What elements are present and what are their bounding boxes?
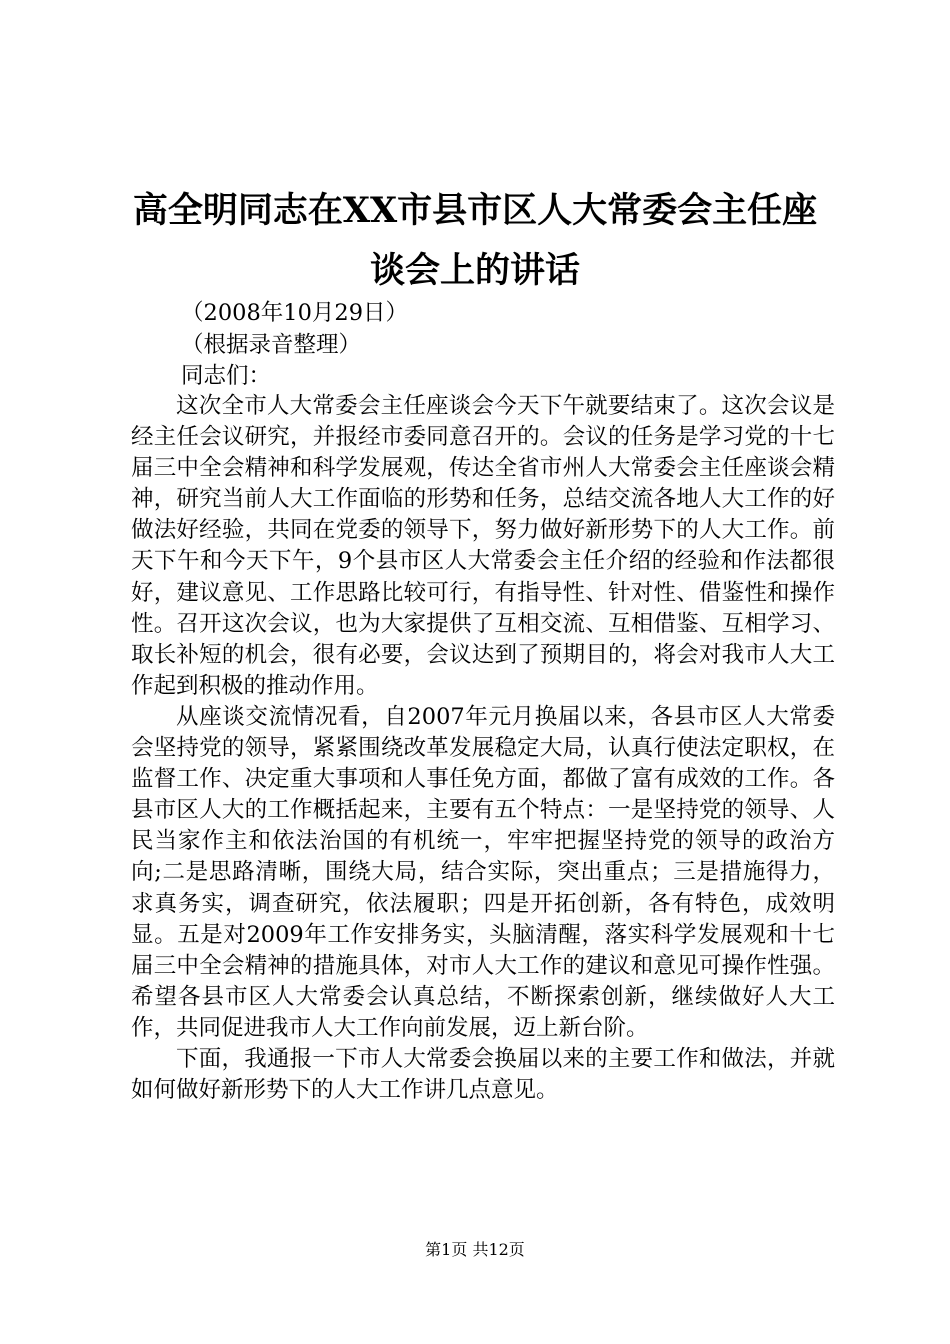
speech-date: （2008年10月29日） (181, 300, 409, 326)
paragraph: 这次全市人大常委会主任座谈会今天下午就要结束了。这次会议是经主任会议研究，并报经市委同意召开的。会议的任务是学习党的十七届三中全会精神和科学发展观，传达全省市州人大常委会主任座谈会精神，研究当前人大工作面临的形势和任务，总结交流各地人大工作的好做法好经验，共同在党委的领导下，努力做好新形势下的人大工作。前天下午和今天下午，9个县市区人大常委会主任介绍的经验和作法都很好，建议意见、工作思路比较可行，有指导性、针对性、借鉴性和操作性。召开这次会议，也为大家提供了互相交流、互相借鉴、互相学习、取长补短的机会，很有必要，会议达到了预期目的，将会对我市人大工作起到积极的推动作用。 (131, 393, 835, 699)
salutation: 同志们： (181, 363, 272, 389)
paragraph: 下面，我通报一下市人大常委会换届以来的主要工作和做法，并就如何做好新形势下的人大工作讲几点意见。 (131, 1045, 835, 1104)
paragraph: 从座谈交流情况看，自2007年元月换届以来，各县市区人大常委会坚持党的领导，紧紧围绕改革发展稳定大局，认真行使法定职权，在监督工作、决定重大事项和人事任免方面，都做了富有成效的工作。各县市区人大的工作概括起来，主要有五个特点：一是坚持党的领导、人民当家作主和依法治国的有机统一，牢牢把握坚持党的领导的政治方向;二是思路清晰，围绕大局，结合实际，突出重点；三是措施得力，求真务实，调查研究，依法履职；四是开拓创新，各有特色，成效明显。五是对2009年工作安排务实，头脑清醒，落实科学发展观和十七届三中全会精神的措施具体，对市人大工作的建议和意见可操作性强。希望各县市区人大常委会认真总结，不断探索创新，继续做好人大工作，共同促进我市人大工作向前发展，迈上新台阶。 (131, 703, 835, 1041)
transcription-note: （根据录音整理） (181, 332, 362, 358)
document-title-line-1: 高全明同志在XX市县市区人大常委会主任座 (132, 190, 818, 231)
document-title-line-2: 谈会上的讲话 (369, 250, 580, 291)
page-number-footer: 第1页 共12页 (425, 1240, 525, 1259)
speech-body (131, 391, 835, 1106)
